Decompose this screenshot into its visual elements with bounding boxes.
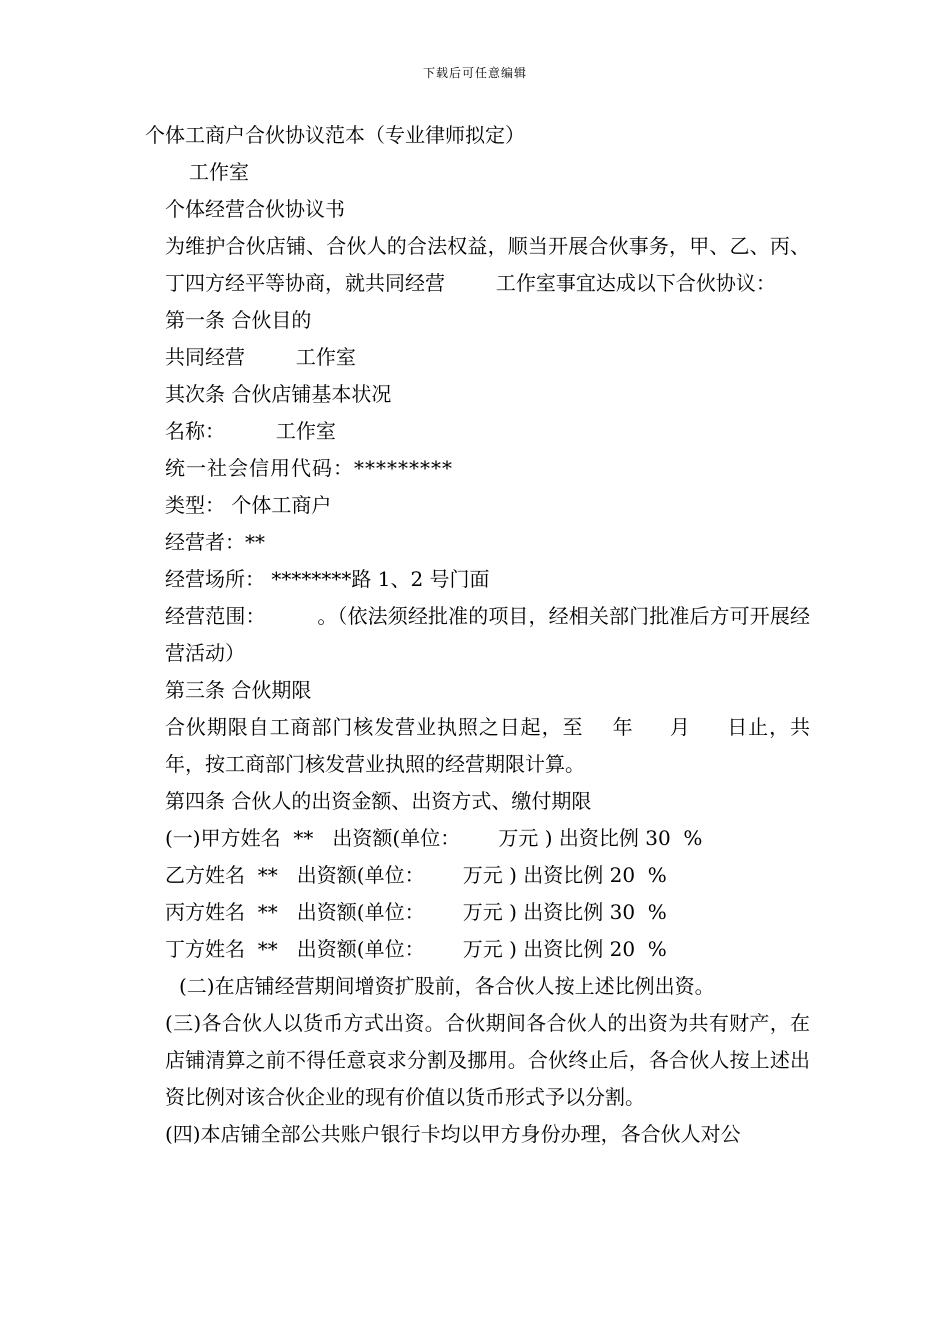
studio-line: 工作室 [189, 160, 249, 184]
partner-line-b: 乙方姓名 ** 出资额(单位： 万元 ) 出资比例 20 % [165, 863, 667, 887]
location-line: 经营场所： ********路 1、2 号门面 [165, 567, 490, 591]
partner-line-a: (一)甲方姓名 ** 出资额(单位： 万元 ) 出资比例 30 % [165, 826, 703, 850]
document-title: 个体工商户合伙协议范本（专业律师拟定） [145, 123, 525, 147]
shop-name-line: 名称： 工作室 [165, 419, 336, 443]
document-body [145, 117, 849, 1153]
credit-code-line: 统一社会信用代码：********* [165, 456, 453, 480]
term-paragraph: 合伙期限自工商部门核发营业执照之日起，至 年 月 日止，共 年，按工商部门核发营业执照的经营期限计算。 [165, 715, 849, 776]
page-header-note: 下载后可任意编辑 [422, 66, 527, 80]
intro-paragraph: 为维护合伙店铺、合伙人的合法权益，顺当开展合伙事务，甲、乙、丙、丁四方经平等协商，就共同经营 工作室事宜达成以下合伙协议： [165, 234, 810, 295]
article-1-title: 第一条 合伙目的 [165, 308, 312, 332]
article-1-body: 共同经营 工作室 [165, 345, 356, 369]
partner-line-d: 丁方姓名 ** 出资额(单位： 万元 ) 出资比例 20 % [165, 937, 667, 961]
article-2-title: 其次条 合伙店铺基本状况 [165, 382, 392, 406]
shop-type-line: 类型： 个体工商户 [165, 493, 332, 517]
article-4-title: 第四条 合伙人的出资金额、出资方式、缴付期限 [165, 789, 592, 813]
operator-line: 经营者：** [165, 530, 265, 554]
partner-line-c: 丙方姓名 ** 出资额(单位： 万元 ) 出资比例 30 % [165, 900, 667, 924]
clause-4: (四)本店铺全部公共账户银行卡均以甲方身份办理，各合伙人对公 [165, 1122, 741, 1146]
clause-3: (三)各合伙人以货币方式出资。合伙期间各合伙人的出资为共有财产，在店铺清算之前不得任意哀求分割及挪用。合伙终止后，各合伙人按上述出资比例对该合伙企业的现有价值以货币形式予以分割。 [165, 1011, 810, 1109]
clause-2: (二)在店铺经营期间增资扩股前，各合伙人按上述比例出资。 [179, 974, 715, 998]
business-scope-paragraph: 经营范围： 。（依法须经批准的项目，经相关部门批准后方可开展经营活动） [165, 604, 810, 665]
article-3-title: 第三条 合伙期限 [165, 678, 312, 702]
document-subtitle: 个体经营合伙协议书 [165, 197, 345, 221]
